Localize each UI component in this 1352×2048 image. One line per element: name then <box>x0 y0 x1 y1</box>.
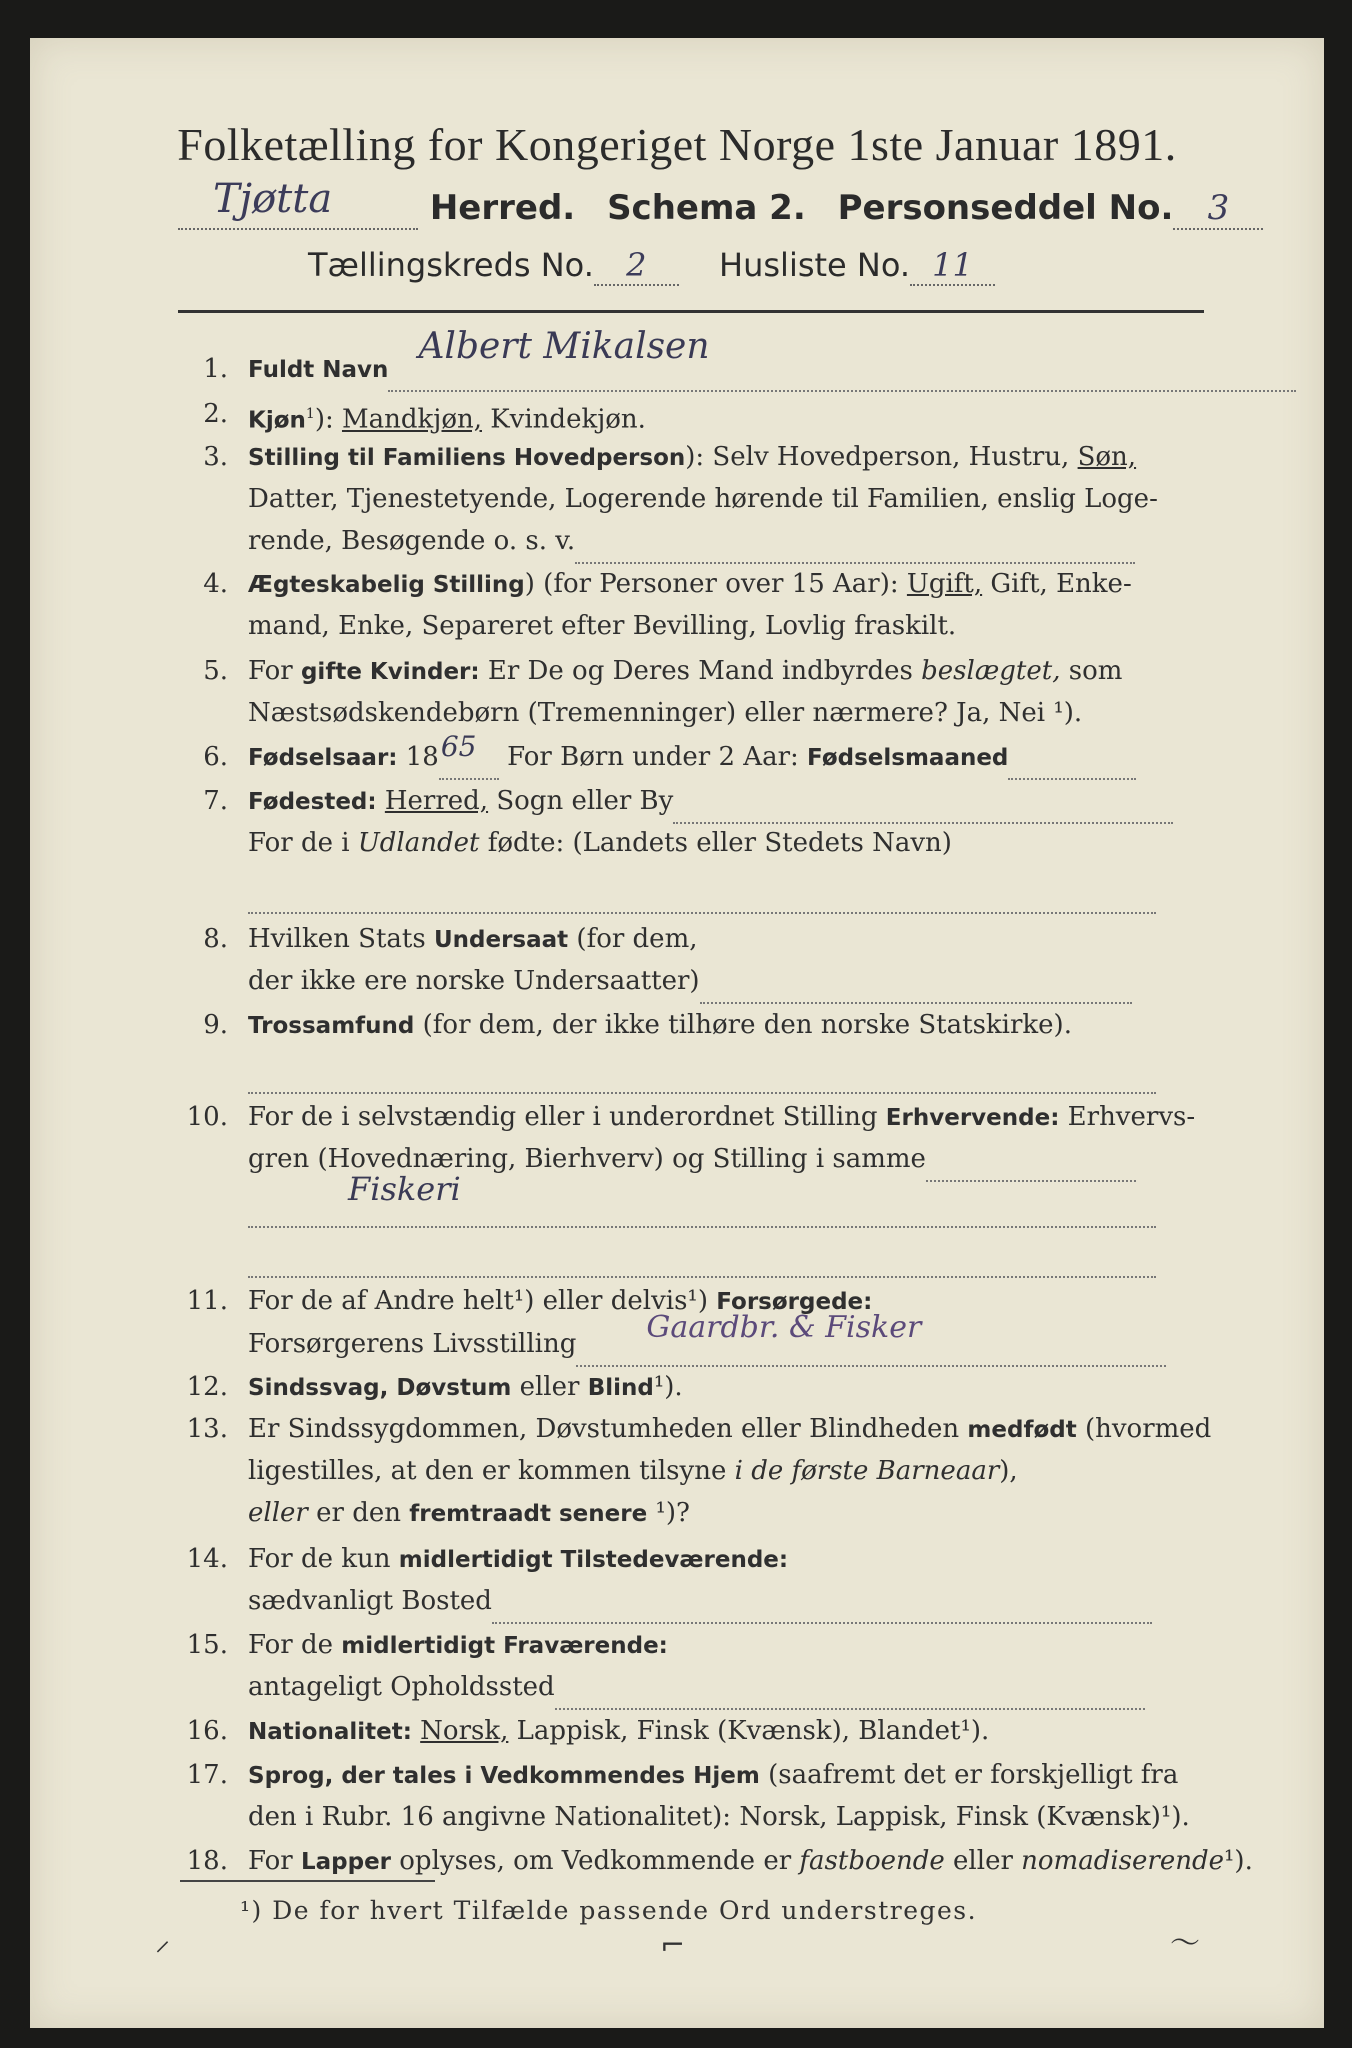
item-text: mand, Enke, Separeret efter Bevilling, Lovlig fraskilt. <box>248 611 957 641</box>
item-text: ligestilles, at den er kommen tilsyne <box>248 1456 735 1486</box>
herred-name: Tjøtta <box>213 176 333 222</box>
schema-label: Schema 2. <box>607 188 806 228</box>
item-number: 3. <box>203 442 228 472</box>
item-label: Ægteskabelig Stilling <box>248 572 525 598</box>
item-text: Forsørgerens Livsstilling <box>248 1329 577 1359</box>
item-label: Lapper <box>300 1849 392 1875</box>
item-text: ) (for Personer over 15 Aar): <box>524 569 907 599</box>
item-number: 10. <box>186 1102 228 1132</box>
occupation-answer: Fiskeri <box>348 1170 461 1208</box>
item-label: Sindssvag, Døvstum <box>248 1375 512 1401</box>
item-text: gren (Hovednæring, Bierhverv) og Stilling i samme <box>248 1144 926 1174</box>
item-number: 15. <box>186 1630 228 1660</box>
item-text: ¹). <box>1224 1846 1253 1876</box>
item-number: 6. <box>203 742 228 772</box>
item-number: 11. <box>186 1286 228 1316</box>
item-text: er den <box>307 1498 410 1528</box>
item-label: Fødested: <box>248 789 377 815</box>
item-label: Nationalitet: <box>248 1719 412 1745</box>
pen-mark-right: ～ <box>1170 1926 1200 1961</box>
form-title: Folketælling for Kongeriget Norge 1ste Januar 1891. <box>177 119 1177 170</box>
item-label: medfødt <box>967 1417 1077 1443</box>
item-text: antageligt Opholdssted <box>248 1672 555 1702</box>
item-text: den i Rubr. 16 angivne Nationalitet): Norsk, Lappisk, Finsk (Kvænsk)¹). <box>248 1802 1190 1832</box>
item-text: oplyses, om Vedkommende er <box>391 1846 800 1876</box>
item-text: eller <box>511 1372 588 1402</box>
full-name-answer: Albert Mikalsen <box>418 326 710 367</box>
item-text: eller <box>944 1846 1022 1876</box>
item-text: (for dem, <box>568 924 698 954</box>
item-label: gifte Kvinder: <box>300 659 480 685</box>
item-label: fremtraadt senere <box>409 1501 648 1527</box>
item-text: eller <box>248 1498 308 1528</box>
herred-line <box>178 176 1263 230</box>
item-text: Erhvervs- <box>1059 1102 1196 1132</box>
item-text: Næstsødskendebørn (Tremenninger) eller nærmere? Ja, Nei ¹). <box>248 698 1083 728</box>
selected-option: Mandkjøn, <box>341 404 482 435</box>
item-text: der ikke ere norske Undersaatter) <box>248 966 700 996</box>
item-text: nomadiserende <box>1021 1846 1224 1876</box>
personseddel-number: 3 <box>1207 188 1230 228</box>
item-label: Trossamfund <box>248 1013 415 1039</box>
census-form-page <box>30 38 1324 2028</box>
item-text: For de i <box>248 828 358 858</box>
selected-option: Norsk, <box>420 1716 509 1746</box>
item-text: beslægtet, <box>921 656 1061 686</box>
item-label: Kjøn <box>248 407 306 434</box>
item-text: ): <box>314 404 342 435</box>
pen-mark-center: ⌐ <box>660 1928 686 1963</box>
taellingskreds-label: Tællingskreds No. <box>308 246 594 284</box>
item-text: Er De og Deres Mand indbyrdes <box>479 656 922 686</box>
item-text: For de kun <box>248 1544 399 1574</box>
item-label: Sprog, der tales i Vedkommendes Hjem <box>248 1763 760 1789</box>
item-text: ), <box>999 1456 1018 1486</box>
item-text: Sogn eller By <box>488 786 674 816</box>
item-label: Fuldt Navn <box>248 357 389 383</box>
taellingskreds-number: 2 <box>626 246 647 284</box>
item-text: ¹). <box>653 1372 683 1402</box>
item-label: midlertidigt Fraværende: <box>341 1633 668 1659</box>
item-label: Forsørgede: <box>716 1289 873 1315</box>
item-number: 2. <box>203 399 228 429</box>
item-label: Fødselsaar: <box>248 745 398 771</box>
item-text: (for dem, der ikke tilhøre den norske Statskirke). <box>414 1010 1072 1040</box>
husliste-label: Husliste No. <box>719 246 911 284</box>
item-number: 17. <box>186 1760 228 1790</box>
item-text: Hvilken Stats <box>248 924 434 954</box>
item-label: midlertidigt Tilstedeværende: <box>398 1547 789 1573</box>
item-text: Udlandet <box>357 828 480 858</box>
item-text: i de første Barneaar <box>734 1456 1000 1486</box>
footnote-rule <box>180 1880 435 1882</box>
item-text: (hvormed <box>1076 1414 1212 1444</box>
personseddel-label: Personseddel No. <box>837 188 1174 228</box>
item-text: som <box>1060 656 1123 686</box>
item-text: For de i selvstændig eller i underordnet Stilling <box>248 1102 886 1132</box>
item-number: 12. <box>186 1372 228 1402</box>
item-text: For de <box>248 1630 342 1660</box>
selected-option: Herred, <box>384 786 489 816</box>
provider-occupation-answer: Gaardbr. & Fisker <box>646 1310 922 1345</box>
footnote-ref: 1 <box>305 406 315 422</box>
item-number: 8. <box>203 924 228 954</box>
kreds-line <box>308 246 995 286</box>
item-text: Kvindekjøn. <box>481 404 646 435</box>
item-number: 7. <box>203 786 228 816</box>
item-text: Gift, Enke- <box>982 569 1132 599</box>
footnote: ¹) De for hvert Tilfælde passende Ord understreges. <box>240 1896 978 1925</box>
item-text: fastboende <box>799 1846 945 1876</box>
header-rule <box>178 310 1204 313</box>
item-label: Stilling til Familiens Hovedperson <box>248 445 686 471</box>
item-number: 14. <box>186 1544 228 1574</box>
item-number: 9. <box>203 1010 228 1040</box>
item-text: For <box>248 656 301 686</box>
item-number: 4. <box>203 569 228 599</box>
item-text: ): Selv Hovedperson, Hustru, <box>685 442 1078 472</box>
item-text: Datter, Tjenestetyende, Logerende hørende til Familien, enslig Loge- <box>248 484 1158 514</box>
birth-year-answer: 65 <box>440 730 477 763</box>
item-label: Blind <box>587 1375 654 1401</box>
item-text: 18 <box>397 742 439 772</box>
herred-label: Herred. <box>429 188 576 228</box>
item-number: 16. <box>186 1716 228 1746</box>
item-text: For Børn under 2 Aar: <box>498 742 808 772</box>
item-number: 18. <box>186 1846 228 1876</box>
item-label: Erhvervende: <box>885 1105 1060 1131</box>
selected-option: Ugift, <box>906 569 983 599</box>
item-text: (saafremt det er forskjelligt fra <box>759 1760 1179 1790</box>
item-text: rende, Besøgende o. s. v. <box>248 526 576 556</box>
item-text: fødte: (Landets eller Stedets Navn) <box>479 828 952 858</box>
item-number: 13. <box>186 1414 228 1444</box>
item-text: For <box>248 1846 301 1876</box>
selected-option: Søn, <box>1077 442 1137 472</box>
item-text: Lappisk, Finsk (Kvænsk), Blandet¹). <box>508 1716 990 1746</box>
item-number: 1. <box>203 354 228 384</box>
item-text: ¹)? <box>647 1498 690 1528</box>
item-number: 5. <box>203 656 228 686</box>
husliste-number: 11 <box>932 246 973 284</box>
item-text: sædvanligt Bosted <box>248 1586 492 1616</box>
item-text: Er Sindssygdommen, Døvstumheden eller Blindheden <box>248 1414 968 1444</box>
item-text: For de af Andre helt¹) eller delvis¹) <box>248 1286 717 1316</box>
item-label: Undersaat <box>433 927 569 953</box>
item-label: Fødselsmaaned <box>807 745 1009 771</box>
corner-mark-left: ⸝ <box>155 1923 170 1958</box>
